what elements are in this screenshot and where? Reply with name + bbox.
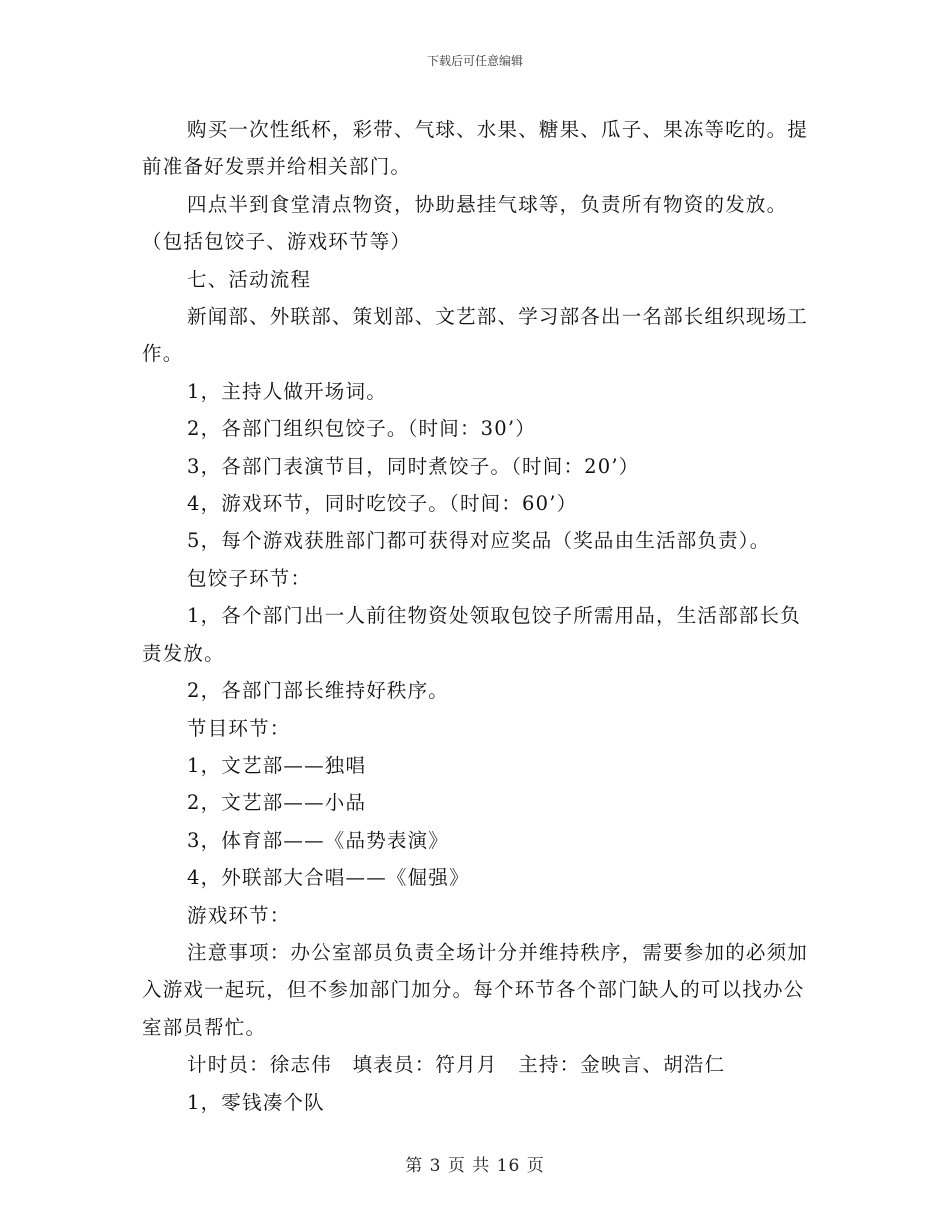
paragraph-department-heads: 新闻部、外联部、策划部、文艺部、学习部各出一名部长组织现场工作。	[142, 305, 809, 366]
subheading-game-session: 游戏环节：	[187, 903, 291, 927]
program-item-skit: 2，文艺部——小品	[187, 791, 367, 815]
program-item-solo: 1，文艺部——独唱	[187, 753, 367, 777]
paragraph-purchase-supplies: 购买一次性纸杯，彩带、气球、水果、糖果、瓜子、果冻等吃的。提前准备好发票并给相关部门。	[142, 118, 809, 179]
game-item-first: 1，零钱凑个队	[187, 1090, 325, 1114]
program-item-chorus: 4，外联部大合唱——《倔强》	[187, 866, 470, 890]
list-item-dumplings: 2，各部门组织包饺子。（时间：30’）	[187, 417, 536, 441]
list-item-opening: 1，主持人做开场词。	[187, 379, 387, 403]
subheading-dumpling-session: 包饺子环节：	[187, 566, 312, 590]
paragraph-inventory-check: 四点半到食堂清点物资，协助悬挂气球等，负责所有物资的发放。（包括包饺子、游戏环节等）	[142, 192, 788, 254]
list-item-performances: 3，各部门表演节目，同时煮饺子。（时间：20’）	[187, 454, 640, 478]
page-footer: 第 3 页 共 16 页	[405, 1156, 545, 1176]
program-item-poomsae: 3，体育部——《品势表演》	[187, 828, 450, 852]
list-item-prizes: 5，每个游戏获胜部门都可获得对应奖品（奖品由生活部负责）。	[187, 529, 771, 553]
section-heading-activity-process: 七、活动流程	[187, 267, 312, 291]
list-item-games: 4，游戏环节，同时吃饺子。（时间：60’）	[187, 492, 578, 516]
list-item-collect-supplies: 1，各个部门出一人前往物资处领取包饺子所需用品，生活部部长负责发放。	[142, 604, 801, 665]
subheading-program-session: 节目环节：	[187, 716, 291, 740]
paragraph-staff-roles: 计时员：徐志伟 填表员：符月月 主持：金映言、胡浩仁	[187, 1053, 726, 1077]
page-header: 下载后可任意编辑	[426, 54, 523, 68]
document-body	[142, 111, 808, 1121]
paragraph-notes: 注意事项：办公室部员负责全场计分并维持秩序，需要参加的必须加入游戏一起玩，但不参加部门加分。每个环节各个部门缺人的可以找办公室部员帮忙。	[142, 940, 809, 1039]
list-item-maintain-order: 2，各部门部长维持好秩序。	[187, 679, 450, 703]
